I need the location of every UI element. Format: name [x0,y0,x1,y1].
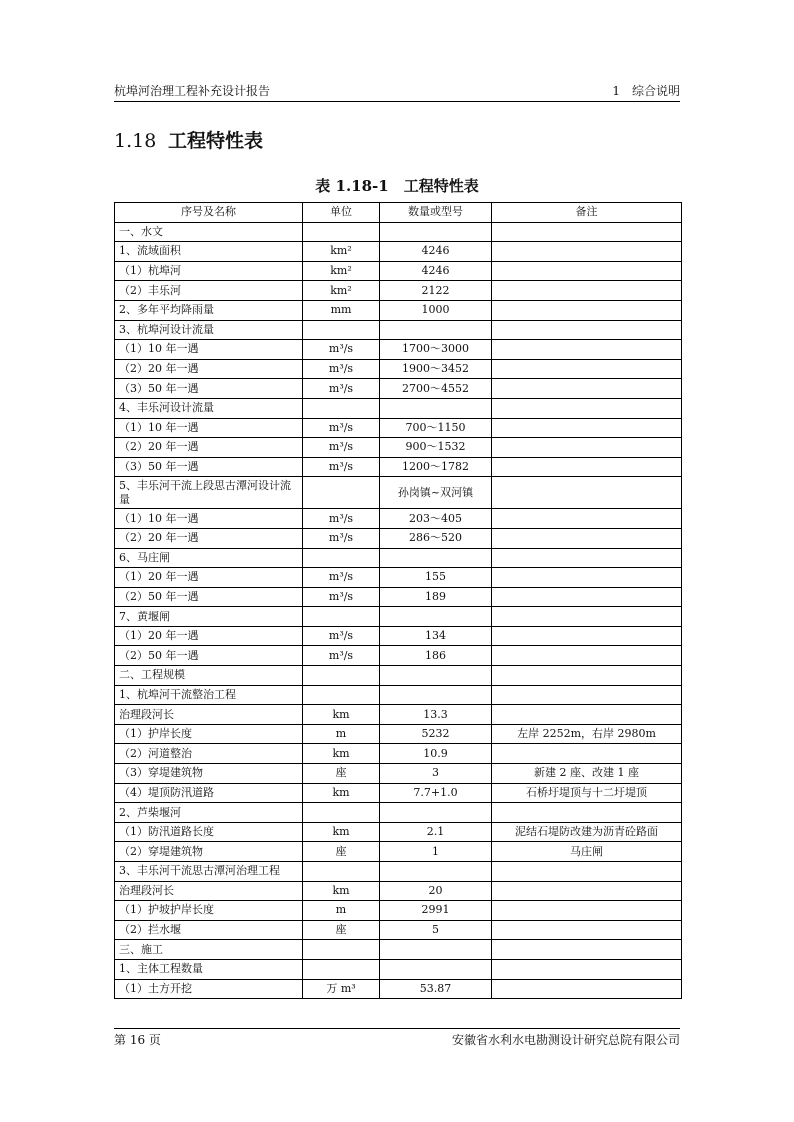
table-row [115,764,682,784]
row-unit-cell: m³/s [303,457,380,477]
page-footer [114,1031,680,1049]
table-row [115,477,682,509]
row-note-cell [492,587,682,607]
table-row [115,418,682,438]
row-unit-cell [303,477,380,509]
row-value-cell [380,862,492,882]
table-row [115,959,682,979]
row-name-cell: （1）护坡护岸长度 [115,901,303,921]
row-name-cell: 治理段河长 [115,705,303,725]
row-value-cell [380,607,492,627]
row-note-cell: 石桥圩堤顶与十二圩堤顶 [492,783,682,803]
table-row [115,803,682,823]
row-value-cell: 155 [380,568,492,588]
row-value-cell [380,666,492,686]
row-unit-cell [303,959,380,979]
row-name-cell: 1、主体工程数量 [115,959,303,979]
row-name-cell: （2）穿堤建筑物 [115,842,303,862]
table-row [115,242,682,262]
table-row [115,320,682,340]
row-value-cell: 10.9 [380,744,492,764]
table-row [115,587,682,607]
row-unit-cell: 座 [303,842,380,862]
row-value-cell [380,222,492,242]
row-value-cell: 2122 [380,281,492,301]
row-unit-cell [303,666,380,686]
row-value-cell: 286～520 [380,528,492,548]
row-name-cell: （1）20 年一遇 [115,626,303,646]
row-note-cell [492,607,682,627]
row-name-cell: （2）拦水堰 [115,920,303,940]
row-value-cell: 4246 [380,261,492,281]
row-value-cell: 1700～3000 [380,340,492,360]
row-name-cell: 3、丰乐河干流思古潭河治理工程 [115,862,303,882]
row-value-cell: 5232 [380,724,492,744]
row-unit-cell [303,607,380,627]
row-note-cell [492,646,682,666]
row-unit-cell: km [303,822,380,842]
table-row [115,457,682,477]
footer-company: 安徽省水利水电勘测设计研究总院有限公司 [451,1033,680,1047]
table-row [115,646,682,666]
row-unit-cell: m³/s [303,438,380,458]
table-row [115,979,682,999]
row-name-cell: （4）堤顶防汛道路 [115,783,303,803]
row-unit-cell [303,940,380,960]
table-row [115,822,682,842]
table-row [115,666,682,686]
table-row [115,438,682,458]
row-unit-cell: km [303,705,380,725]
row-name-cell: （1）20 年一遇 [115,568,303,588]
row-value-cell [380,803,492,823]
engineering-spec-table [114,202,682,999]
row-name-cell: （2）丰乐河 [115,281,303,301]
row-unit-cell: m³/s [303,418,380,438]
section-title: 工程特性表 [168,130,264,152]
row-value-cell: 134 [380,626,492,646]
row-value-cell: 186 [380,646,492,666]
table-row [115,920,682,940]
row-note-cell [492,626,682,646]
row-value-cell: 20 [380,881,492,901]
table-row [115,724,682,744]
row-value-cell: 1000 [380,300,492,320]
row-name-cell: 三、施工 [115,940,303,960]
table-row [115,379,682,399]
row-value-cell: 1200～1782 [380,457,492,477]
row-note-cell [492,477,682,509]
table-caption: 表 1.18-1 工程特性表 [315,177,479,195]
row-unit-cell: mm [303,300,380,320]
table-row [115,528,682,548]
table-row [115,901,682,921]
row-note-cell [492,705,682,725]
row-name-cell: （1）10 年一遇 [115,340,303,360]
row-value-cell [380,940,492,960]
row-note-cell [492,509,682,529]
row-note-cell [492,398,682,418]
row-unit-cell: m [303,724,380,744]
row-value-cell: 7.7+1.0 [380,783,492,803]
row-note-cell [492,340,682,360]
row-unit-cell: m³/s [303,587,380,607]
table-body [115,222,682,999]
row-name-cell: （2）20 年一遇 [115,438,303,458]
row-name-cell: （3）50 年一遇 [115,379,303,399]
row-value-cell: 4246 [380,242,492,262]
row-note-cell [492,438,682,458]
row-name-cell: 5、丰乐河干流上段思古潭河设计流量 [115,477,303,509]
row-note-cell [492,959,682,979]
row-name-cell: （3）穿堤建筑物 [115,764,303,784]
table-row [115,281,682,301]
row-note-cell [492,901,682,921]
row-name-cell: 二、工程规模 [115,666,303,686]
row-name-cell: 2、多年平均降雨量 [115,300,303,320]
row-value-cell: 700～1150 [380,418,492,438]
row-note-cell [492,242,682,262]
row-unit-cell: m³/s [303,340,380,360]
row-unit-cell: km [303,744,380,764]
row-note-cell [492,528,682,548]
row-note-cell [492,685,682,705]
row-name-cell: 3、杭埠河设计流量 [115,320,303,340]
row-unit-cell [303,862,380,882]
table-row [115,340,682,360]
row-value-cell [380,548,492,568]
row-unit-cell [303,222,380,242]
row-name-cell: （3）50 年一遇 [115,457,303,477]
row-name-cell: （2）50 年一遇 [115,587,303,607]
row-unit-cell [303,803,380,823]
row-unit-cell [303,548,380,568]
page-header [114,82,680,100]
row-note-cell [492,920,682,940]
row-unit-cell: m³/s [303,646,380,666]
table-row [115,222,682,242]
table-row [115,705,682,725]
row-name-cell: 2、芦柴堰河 [115,803,303,823]
row-note-cell [492,666,682,686]
row-note-cell: 泥结石堤防改建为沥青砼路面 [492,822,682,842]
row-unit-cell: m³/s [303,359,380,379]
row-unit-cell: km [303,881,380,901]
row-value-cell: 5 [380,920,492,940]
header-divider [114,101,680,102]
table-row [115,626,682,646]
table-row [115,685,682,705]
row-unit-cell: km² [303,261,380,281]
table-row [115,744,682,764]
row-unit-cell: m³/s [303,379,380,399]
row-note-cell [492,940,682,960]
row-name-cell: 4、丰乐河设计流量 [115,398,303,418]
row-note-cell [492,568,682,588]
page-number: 第 16 页 [114,1033,161,1047]
column-header: 单位 [303,203,380,223]
row-value-cell: 53.87 [380,979,492,999]
table-row [115,862,682,882]
row-name-cell: 6、马庄闸 [115,548,303,568]
row-unit-cell [303,398,380,418]
row-name-cell: 1、杭埠河干流整治工程 [115,685,303,705]
row-unit-cell: m³/s [303,568,380,588]
row-note-cell [492,320,682,340]
row-value-cell: 203～405 [380,509,492,529]
row-name-cell: 一、水文 [115,222,303,242]
row-note-cell [492,300,682,320]
column-header: 备注 [492,203,682,223]
row-note-cell: 新建 2 座、改建 1 座 [492,764,682,784]
row-value-cell: 3 [380,764,492,784]
row-note-cell: 左岸 2252m，右岸 2980m [492,724,682,744]
row-unit-cell: m³/s [303,626,380,646]
table-row [115,607,682,627]
table-row [115,783,682,803]
row-name-cell: 7、黄堰闸 [115,607,303,627]
row-name-cell: （2）20 年一遇 [115,359,303,379]
table-row [115,398,682,418]
header-report-title: 杭埠河治理工程补充设计报告 [114,84,271,98]
row-note-cell [492,457,682,477]
row-unit-cell: 座 [303,920,380,940]
row-unit-cell [303,320,380,340]
row-name-cell: （1）杭埠河 [115,261,303,281]
row-note-cell [492,261,682,281]
row-note-cell [492,862,682,882]
row-name-cell: （1）土方开挖 [115,979,303,999]
row-value-cell: 189 [380,587,492,607]
row-note-cell [492,979,682,999]
table-row [115,842,682,862]
table-header-row [115,203,682,223]
table-row [115,940,682,960]
row-name-cell: （2）20 年一遇 [115,528,303,548]
row-name-cell: 1、流域面积 [115,242,303,262]
table-row [115,359,682,379]
row-value-cell: 900～1532 [380,438,492,458]
column-header: 数量或型号 [380,203,492,223]
row-note-cell [492,744,682,764]
row-unit-cell: km² [303,281,380,301]
footer-divider [114,1028,680,1029]
row-unit-cell: m³/s [303,528,380,548]
row-note-cell [492,379,682,399]
table-row [115,261,682,281]
table-row [115,568,682,588]
table-row [115,509,682,529]
row-name-cell: 治理段河长 [115,881,303,901]
row-name-cell: （1）10 年一遇 [115,418,303,438]
row-name-cell: （1）护岸长度 [115,724,303,744]
row-name-cell: （1）防汛道路长度 [115,822,303,842]
row-unit-cell: km [303,783,380,803]
row-unit-cell [303,685,380,705]
column-header: 序号及名称 [115,203,303,223]
row-note-cell [492,281,682,301]
row-name-cell: （1）10 年一遇 [115,509,303,529]
row-value-cell: 2.1 [380,822,492,842]
section-heading [114,128,263,154]
row-note-cell [492,548,682,568]
row-value-cell: 孙岗镇~双河镇 [380,477,492,509]
row-value-cell: 13.3 [380,705,492,725]
row-note-cell [492,803,682,823]
row-value-cell [380,398,492,418]
row-value-cell [380,959,492,979]
row-name-cell: （2）河道整治 [115,744,303,764]
row-value-cell [380,320,492,340]
section-number: 1.18 [114,130,157,152]
row-note-cell [492,418,682,438]
row-value-cell: 2700～4552 [380,379,492,399]
row-unit-cell: 座 [303,764,380,784]
table-row [115,881,682,901]
row-unit-cell: 万 m³ [303,979,380,999]
row-unit-cell: m [303,901,380,921]
row-value-cell: 1900～3452 [380,359,492,379]
row-note-cell [492,359,682,379]
row-value-cell: 2991 [380,901,492,921]
row-unit-cell: m³/s [303,509,380,529]
header-chapter: 1 综合说明 [612,84,680,98]
row-value-cell [380,685,492,705]
row-note-cell [492,881,682,901]
row-name-cell: （2）50 年一遇 [115,646,303,666]
row-note-cell: 马庄闸 [492,842,682,862]
row-value-cell: 1 [380,842,492,862]
row-unit-cell: km² [303,242,380,262]
table-row [115,548,682,568]
row-note-cell [492,222,682,242]
table-row [115,300,682,320]
